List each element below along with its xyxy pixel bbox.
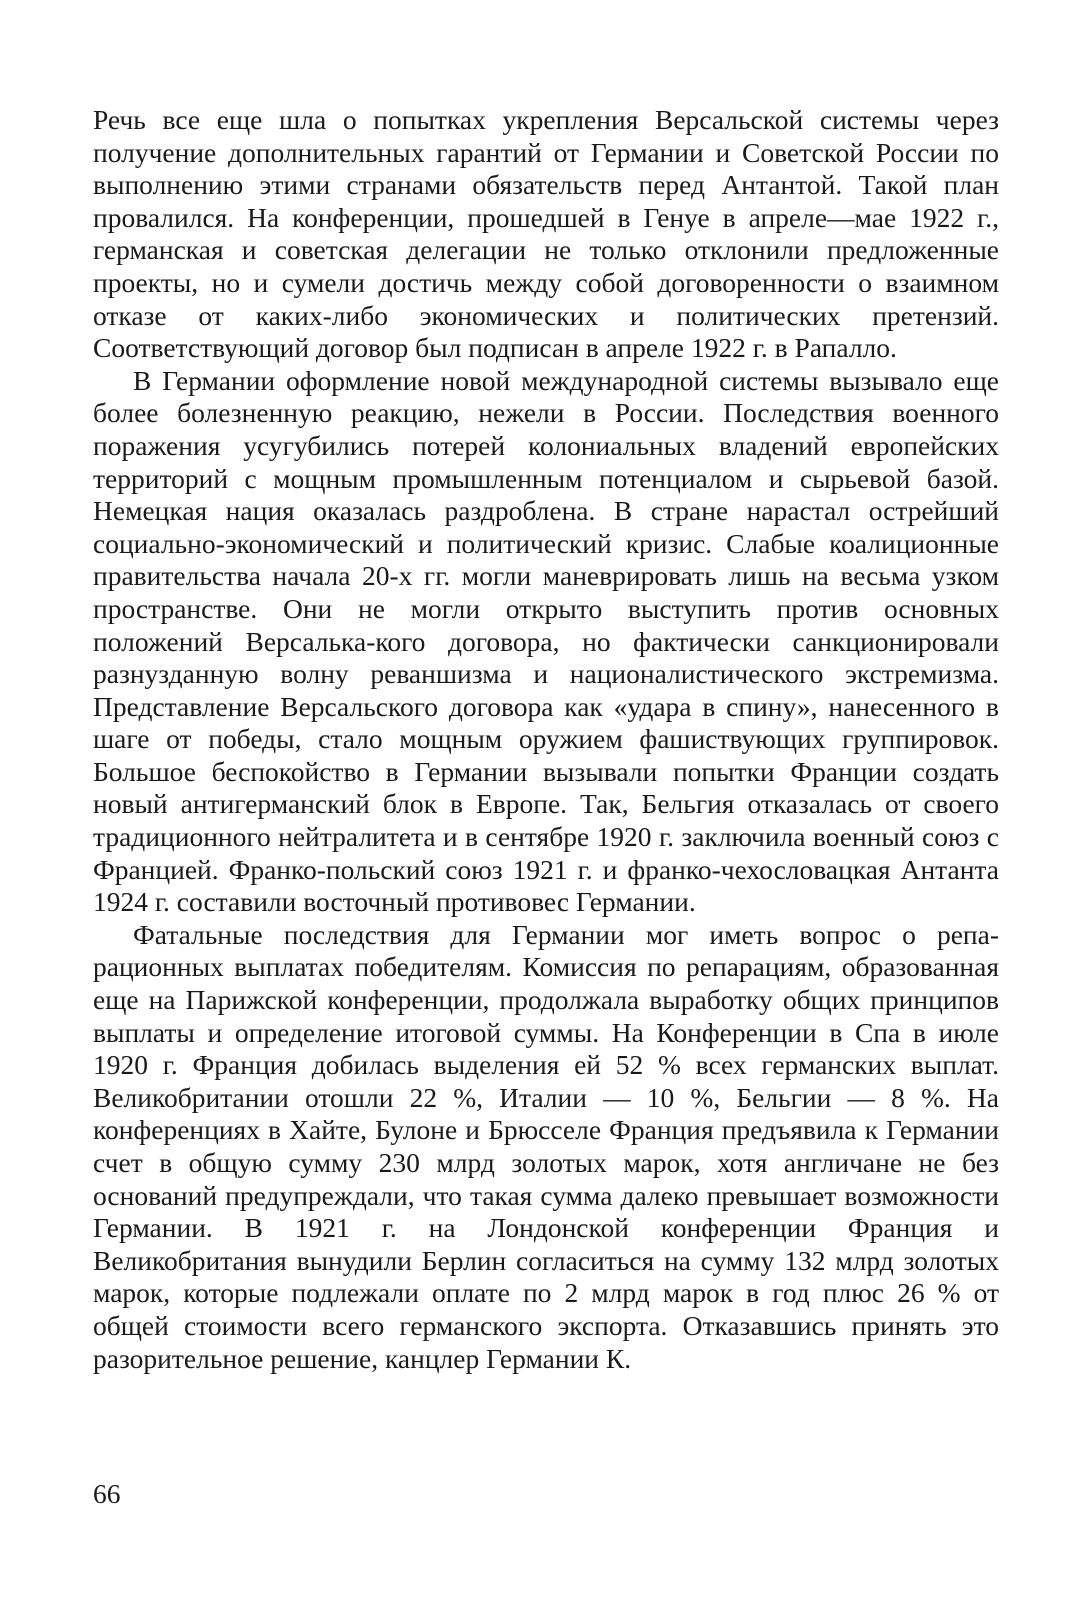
paragraph-2: В Германии оформление новой международной системы вызывало еще более болезненную реакцию, нежели в России. Последствия военного поражения усугубились потерей колониальных владений европейских территорий с мощным промышленным потенциалом и сырьевой базой. Немецкая нация оказалась раздроблена. В стране нарастал острейший социально-экономический и политический кризис. Слабые коалиционные правительства начала 20-х гг. могли маневрировать лишь на весьма узком пространстве. Они не могли открыто выступить против основных положений Версалька-кого договора, но фактически санкционировали разнузданную волну реваншизма и националистического экстремизма. Представление Версальского договора как «удара в спину», нанесенного в шаге от победы, стало мощным оружием фашиствующих группировок. Большое беспокойство в Германии вызывали попытки Франции создать новый антигерманский блок в Европе. Так, Бельгия отказалась от своего традиционного нейтралитета и в сентябре 1920 г. заключила военный союз с Францией. Франко-польский союз 1921 г. и франко-чехословацкая Антанта 1924 г. составили восточный противовес Германии. bbox=[93, 364, 999, 918]
paragraph-1: Речь все еще шла о попытках укрепления Версальской системы через получение дополнительных гарантий от Германии и Советской России по выполнению этими странами обязательств перед Антантой. Такой план провалился. На конференции, прошедшей в Генуе в апреле—мае 1922 г., германская и советская делегации не только отклонили предложенные проекты, но и сумели достичь между собой договоренности о взаимном отказе от каких-либо экономических и политических претензий. Соответствующий договор был подписан в апреле 1922 г. в Рапалло. bbox=[93, 104, 999, 364]
page-number: 66 bbox=[93, 1478, 121, 1509]
paragraph-3: Фатальные последствия для Германии мог иметь вопрос о репарационных выплатах победителям. Комиссия по репарациям, образованная еще на Парижской конференции, продолжала выработку общих принципов выплаты и определение итоговой суммы. На Конференции в Спа в июле 1920 г. Франция добилась выделения ей 52 % всех германских выплат. Великобритании отошли 22 %, Италии — 10 %, Бельгии — 8 %. На конференциях в Хайте, Булоне и Брюсселе Франция предъявила к Германии счет в общую сумму 230 млрд золотых марок, хотя англичане не без оснований предупреждали, что такая сумма далеко превышает возможности Германии. В 1921 г. на Лондонской конференции Франция и Великобритания вынудили Берлин согласиться на сумму 132 млрд золотых марок, которые подлежали оплате по 2 млрд марок в год плюс 26 % от общей стоимости всего германского экспорта. Отказавшись принять это разорительное решение, канцлер Германии К. bbox=[93, 918, 999, 1374]
page-body bbox=[93, 104, 999, 1375]
